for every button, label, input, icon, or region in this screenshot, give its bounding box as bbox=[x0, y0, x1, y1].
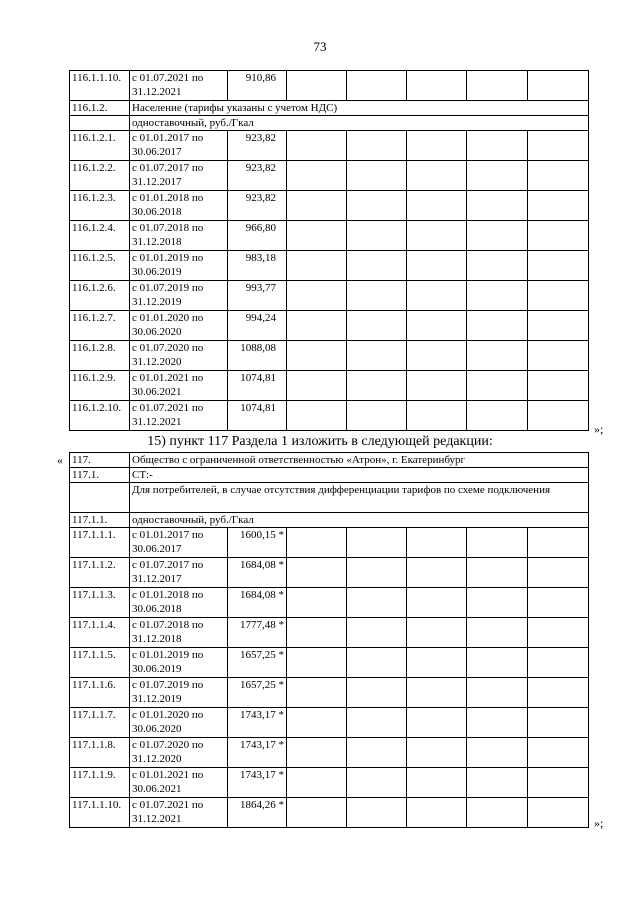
row-code: 117.1.1. bbox=[70, 513, 130, 528]
row-code: 117.1.1.9. bbox=[70, 768, 130, 798]
table-row bbox=[70, 161, 589, 191]
row-period: с 01.01.2019 по 30.06.2019 bbox=[130, 251, 228, 281]
empty-cell bbox=[528, 311, 589, 341]
row-code: 117.1.1.8. bbox=[70, 738, 130, 768]
empty-cell bbox=[287, 131, 347, 161]
row-code: 117. bbox=[70, 453, 130, 468]
empty-cell bbox=[287, 588, 347, 618]
table-row bbox=[70, 528, 589, 558]
row-description: Население (тарифы указаны с учетом НДС) bbox=[130, 101, 589, 116]
empty-cell bbox=[347, 311, 407, 341]
row-value: 1743,17 * bbox=[228, 708, 287, 738]
row-period: с 01.07.2017 по 31.12.2017 bbox=[130, 161, 228, 191]
empty-cell bbox=[287, 71, 347, 101]
row-value: 1657,25 * bbox=[228, 648, 287, 678]
empty-cell bbox=[287, 738, 347, 768]
row-value: 1074,81 bbox=[228, 401, 287, 431]
empty-cell bbox=[347, 528, 407, 558]
table-row bbox=[70, 101, 589, 116]
empty-cell bbox=[467, 401, 528, 431]
row-period: с 01.07.2020 по 31.12.2020 bbox=[130, 738, 228, 768]
row-period: с 01.01.2021 по 30.06.2021 bbox=[130, 768, 228, 798]
table-row bbox=[70, 191, 589, 221]
empty-cell bbox=[528, 191, 589, 221]
empty-cell bbox=[287, 341, 347, 371]
empty-cell bbox=[347, 708, 407, 738]
row-value: 923,82 bbox=[228, 161, 287, 191]
row-period: с 01.07.2021 по 31.12.2021 bbox=[130, 401, 228, 431]
empty-cell bbox=[467, 161, 528, 191]
row-code: 117.1.1.6. bbox=[70, 678, 130, 708]
row-value: 1864,26 * bbox=[228, 798, 287, 828]
empty-cell bbox=[407, 401, 467, 431]
empty-cell bbox=[407, 71, 467, 101]
empty-cell bbox=[407, 708, 467, 738]
empty-cell bbox=[407, 221, 467, 251]
close-quote-mark: »; bbox=[594, 816, 604, 830]
empty-cell bbox=[347, 221, 407, 251]
empty-cell bbox=[407, 341, 467, 371]
empty-cell bbox=[287, 191, 347, 221]
empty-cell bbox=[407, 251, 467, 281]
row-code: 116.1.2.1. bbox=[70, 131, 130, 161]
empty-cell bbox=[407, 618, 467, 648]
row-description: СТ:- bbox=[130, 468, 589, 483]
empty-cell bbox=[528, 161, 589, 191]
empty-cell bbox=[467, 221, 528, 251]
empty-cell bbox=[287, 371, 347, 401]
page-number: 73 bbox=[313, 39, 327, 54]
empty-cell bbox=[467, 768, 528, 798]
empty-cell bbox=[407, 798, 467, 828]
row-code: 117.1.1.7. bbox=[70, 708, 130, 738]
table-row bbox=[70, 618, 589, 648]
section-heading: 15) пункт 117 Раздела 1 изложить в следующей редакции: bbox=[147, 434, 493, 449]
empty-cell bbox=[467, 648, 528, 678]
row-period: с 01.07.2017 по 31.12.2017 bbox=[130, 558, 228, 588]
row-code bbox=[70, 483, 130, 513]
close-quote-mark: »; bbox=[594, 422, 604, 436]
table-row bbox=[70, 71, 589, 101]
empty-cell bbox=[347, 251, 407, 281]
empty-cell bbox=[407, 191, 467, 221]
empty-cell bbox=[528, 798, 589, 828]
empty-cell bbox=[528, 251, 589, 281]
row-code: 117.1. bbox=[70, 468, 130, 483]
row-code: 117.1.1.3. bbox=[70, 588, 130, 618]
empty-cell bbox=[347, 161, 407, 191]
row-period: с 01.01.2020 по 30.06.2020 bbox=[130, 708, 228, 738]
row-period: с 01.01.2020 по 30.06.2020 bbox=[130, 311, 228, 341]
empty-cell bbox=[407, 371, 467, 401]
empty-cell bbox=[528, 371, 589, 401]
row-code: 116.1.2.7. bbox=[70, 311, 130, 341]
empty-cell bbox=[528, 618, 589, 648]
empty-cell bbox=[407, 161, 467, 191]
table-row bbox=[70, 281, 589, 311]
row-value: 994,24 bbox=[228, 311, 287, 341]
empty-cell bbox=[528, 648, 589, 678]
table-row bbox=[70, 221, 589, 251]
table-row bbox=[70, 798, 589, 828]
row-period: с 01.07.2018 по 31.12.2018 bbox=[130, 221, 228, 251]
empty-cell bbox=[347, 341, 407, 371]
row-code: 116.1.2.5. bbox=[70, 251, 130, 281]
row-value: 1743,17 * bbox=[228, 738, 287, 768]
row-description: Общество с ограниченной ответственностью «Атрон», г. Екатеринбург bbox=[130, 453, 589, 468]
row-code: 116.1.2.9. bbox=[70, 371, 130, 401]
empty-cell bbox=[467, 371, 528, 401]
row-value: 1777,48 * bbox=[228, 618, 287, 648]
empty-cell bbox=[467, 678, 528, 708]
row-period: с 01.07.2021 по 31.12.2021 bbox=[130, 798, 228, 828]
row-code: 116.1.1.10. bbox=[70, 71, 130, 101]
empty-cell bbox=[467, 71, 528, 101]
empty-cell bbox=[407, 558, 467, 588]
empty-cell bbox=[528, 131, 589, 161]
table-row bbox=[70, 251, 589, 281]
row-value: 983,18 bbox=[228, 251, 287, 281]
row-value: 1657,25 * bbox=[228, 678, 287, 708]
empty-cell bbox=[407, 678, 467, 708]
empty-cell bbox=[347, 588, 407, 618]
table-row bbox=[70, 341, 589, 371]
row-code: 116.1.2.6. bbox=[70, 281, 130, 311]
empty-cell bbox=[347, 401, 407, 431]
empty-cell bbox=[467, 588, 528, 618]
table-row bbox=[70, 588, 589, 618]
empty-cell bbox=[407, 311, 467, 341]
empty-cell bbox=[528, 558, 589, 588]
empty-cell bbox=[467, 251, 528, 281]
row-period: с 01.07.2019 по 31.12.2019 bbox=[130, 678, 228, 708]
empty-cell bbox=[407, 588, 467, 618]
empty-cell bbox=[467, 191, 528, 221]
empty-cell bbox=[528, 678, 589, 708]
empty-cell bbox=[407, 648, 467, 678]
row-period: с 01.01.2019 по 30.06.2019 bbox=[130, 648, 228, 678]
empty-cell bbox=[407, 768, 467, 798]
table-row bbox=[70, 738, 589, 768]
row-period: с 01.01.2018 по 30.06.2018 bbox=[130, 588, 228, 618]
empty-cell bbox=[528, 401, 589, 431]
row-period: с 01.01.2018 по 30.06.2018 bbox=[130, 191, 228, 221]
empty-cell bbox=[467, 738, 528, 768]
empty-cell bbox=[287, 708, 347, 738]
empty-cell bbox=[528, 71, 589, 101]
row-code bbox=[70, 116, 130, 131]
empty-cell bbox=[347, 738, 407, 768]
row-description: одноставочный, руб./Гкал bbox=[130, 513, 589, 528]
row-value: 966,80 bbox=[228, 221, 287, 251]
empty-cell bbox=[528, 708, 589, 738]
row-code: 117.1.1.4. bbox=[70, 618, 130, 648]
tariff-table-117 bbox=[69, 452, 589, 828]
empty-cell bbox=[528, 738, 589, 768]
row-code: 116.1.2.4. bbox=[70, 221, 130, 251]
table-row bbox=[70, 311, 589, 341]
table-row bbox=[70, 401, 589, 431]
table-row bbox=[70, 678, 589, 708]
table-row bbox=[70, 453, 589, 468]
empty-cell bbox=[347, 768, 407, 798]
row-value: 923,82 bbox=[228, 191, 287, 221]
row-period: с 01.07.2019 по 31.12.2019 bbox=[130, 281, 228, 311]
row-code: 116.1.2.3. bbox=[70, 191, 130, 221]
row-code: 117.1.1.10. bbox=[70, 798, 130, 828]
empty-cell bbox=[407, 528, 467, 558]
empty-cell bbox=[467, 798, 528, 828]
row-code: 116.1.2.2. bbox=[70, 161, 130, 191]
empty-cell bbox=[467, 341, 528, 371]
empty-cell bbox=[347, 191, 407, 221]
row-code: 116.1.2.8. bbox=[70, 341, 130, 371]
empty-cell bbox=[347, 131, 407, 161]
row-code: 117.1.1.2. bbox=[70, 558, 130, 588]
empty-cell bbox=[287, 768, 347, 798]
empty-cell bbox=[407, 281, 467, 311]
empty-cell bbox=[528, 588, 589, 618]
empty-cell bbox=[467, 311, 528, 341]
empty-cell bbox=[528, 768, 589, 798]
empty-cell bbox=[287, 161, 347, 191]
empty-cell bbox=[528, 341, 589, 371]
row-code: 116.1.2. bbox=[70, 101, 130, 116]
empty-cell bbox=[347, 648, 407, 678]
row-period: с 01.07.2021 по 31.12.2021 bbox=[130, 71, 228, 101]
empty-cell bbox=[287, 281, 347, 311]
row-code: 117.1.1.1. bbox=[70, 528, 130, 558]
empty-cell bbox=[528, 221, 589, 251]
empty-cell bbox=[287, 401, 347, 431]
row-value: 1600,15 * bbox=[228, 528, 287, 558]
empty-cell bbox=[287, 618, 347, 648]
empty-cell bbox=[528, 528, 589, 558]
table-row bbox=[70, 131, 589, 161]
empty-cell bbox=[287, 798, 347, 828]
table-row bbox=[70, 768, 589, 798]
row-period: с 01.07.2018 по 31.12.2018 bbox=[130, 618, 228, 648]
empty-cell bbox=[287, 528, 347, 558]
row-period: с 01.07.2020 по 31.12.2020 bbox=[130, 341, 228, 371]
empty-cell bbox=[287, 221, 347, 251]
row-period: с 01.01.2021 по 30.06.2021 bbox=[130, 371, 228, 401]
table-row bbox=[70, 371, 589, 401]
row-code: 117.1.1.5. bbox=[70, 648, 130, 678]
empty-cell bbox=[407, 131, 467, 161]
empty-cell bbox=[407, 738, 467, 768]
row-value: 923,82 bbox=[228, 131, 287, 161]
row-description: Для потребителей, в случае отсутствия дифференциации тарифов по схеме подключения bbox=[130, 483, 589, 513]
open-quote-mark: « bbox=[57, 453, 63, 467]
table-row bbox=[70, 708, 589, 738]
empty-cell bbox=[467, 281, 528, 311]
empty-cell bbox=[467, 131, 528, 161]
empty-cell bbox=[347, 371, 407, 401]
row-period: с 01.01.2017 по 30.06.2017 bbox=[130, 528, 228, 558]
empty-cell bbox=[287, 648, 347, 678]
row-description: одноставочный, руб./Гкал bbox=[130, 116, 589, 131]
empty-cell bbox=[287, 311, 347, 341]
empty-cell bbox=[467, 558, 528, 588]
row-value: 1074,81 bbox=[228, 371, 287, 401]
row-value: 1088,08 bbox=[228, 341, 287, 371]
table-row bbox=[70, 468, 589, 483]
tariff-table-116 bbox=[69, 70, 589, 431]
empty-cell bbox=[347, 281, 407, 311]
table-row bbox=[70, 648, 589, 678]
empty-cell bbox=[528, 281, 589, 311]
row-period: с 01.01.2017 по 30.06.2017 bbox=[130, 131, 228, 161]
empty-cell bbox=[347, 618, 407, 648]
table-row bbox=[70, 483, 589, 513]
empty-cell bbox=[347, 71, 407, 101]
empty-cell bbox=[347, 678, 407, 708]
empty-cell bbox=[347, 558, 407, 588]
empty-cell bbox=[467, 708, 528, 738]
empty-cell bbox=[287, 678, 347, 708]
row-value: 1684,08 * bbox=[228, 558, 287, 588]
empty-cell bbox=[287, 558, 347, 588]
empty-cell bbox=[467, 528, 528, 558]
table-row bbox=[70, 558, 589, 588]
row-value: 1743,17 * bbox=[228, 768, 287, 798]
empty-cell bbox=[347, 798, 407, 828]
row-value: 910,86 bbox=[228, 71, 287, 101]
row-code: 116.1.2.10. bbox=[70, 401, 130, 431]
table-row bbox=[70, 513, 589, 528]
empty-cell bbox=[467, 618, 528, 648]
table-row bbox=[70, 116, 589, 131]
row-value: 993,77 bbox=[228, 281, 287, 311]
row-value: 1684,08 * bbox=[228, 588, 287, 618]
empty-cell bbox=[287, 251, 347, 281]
